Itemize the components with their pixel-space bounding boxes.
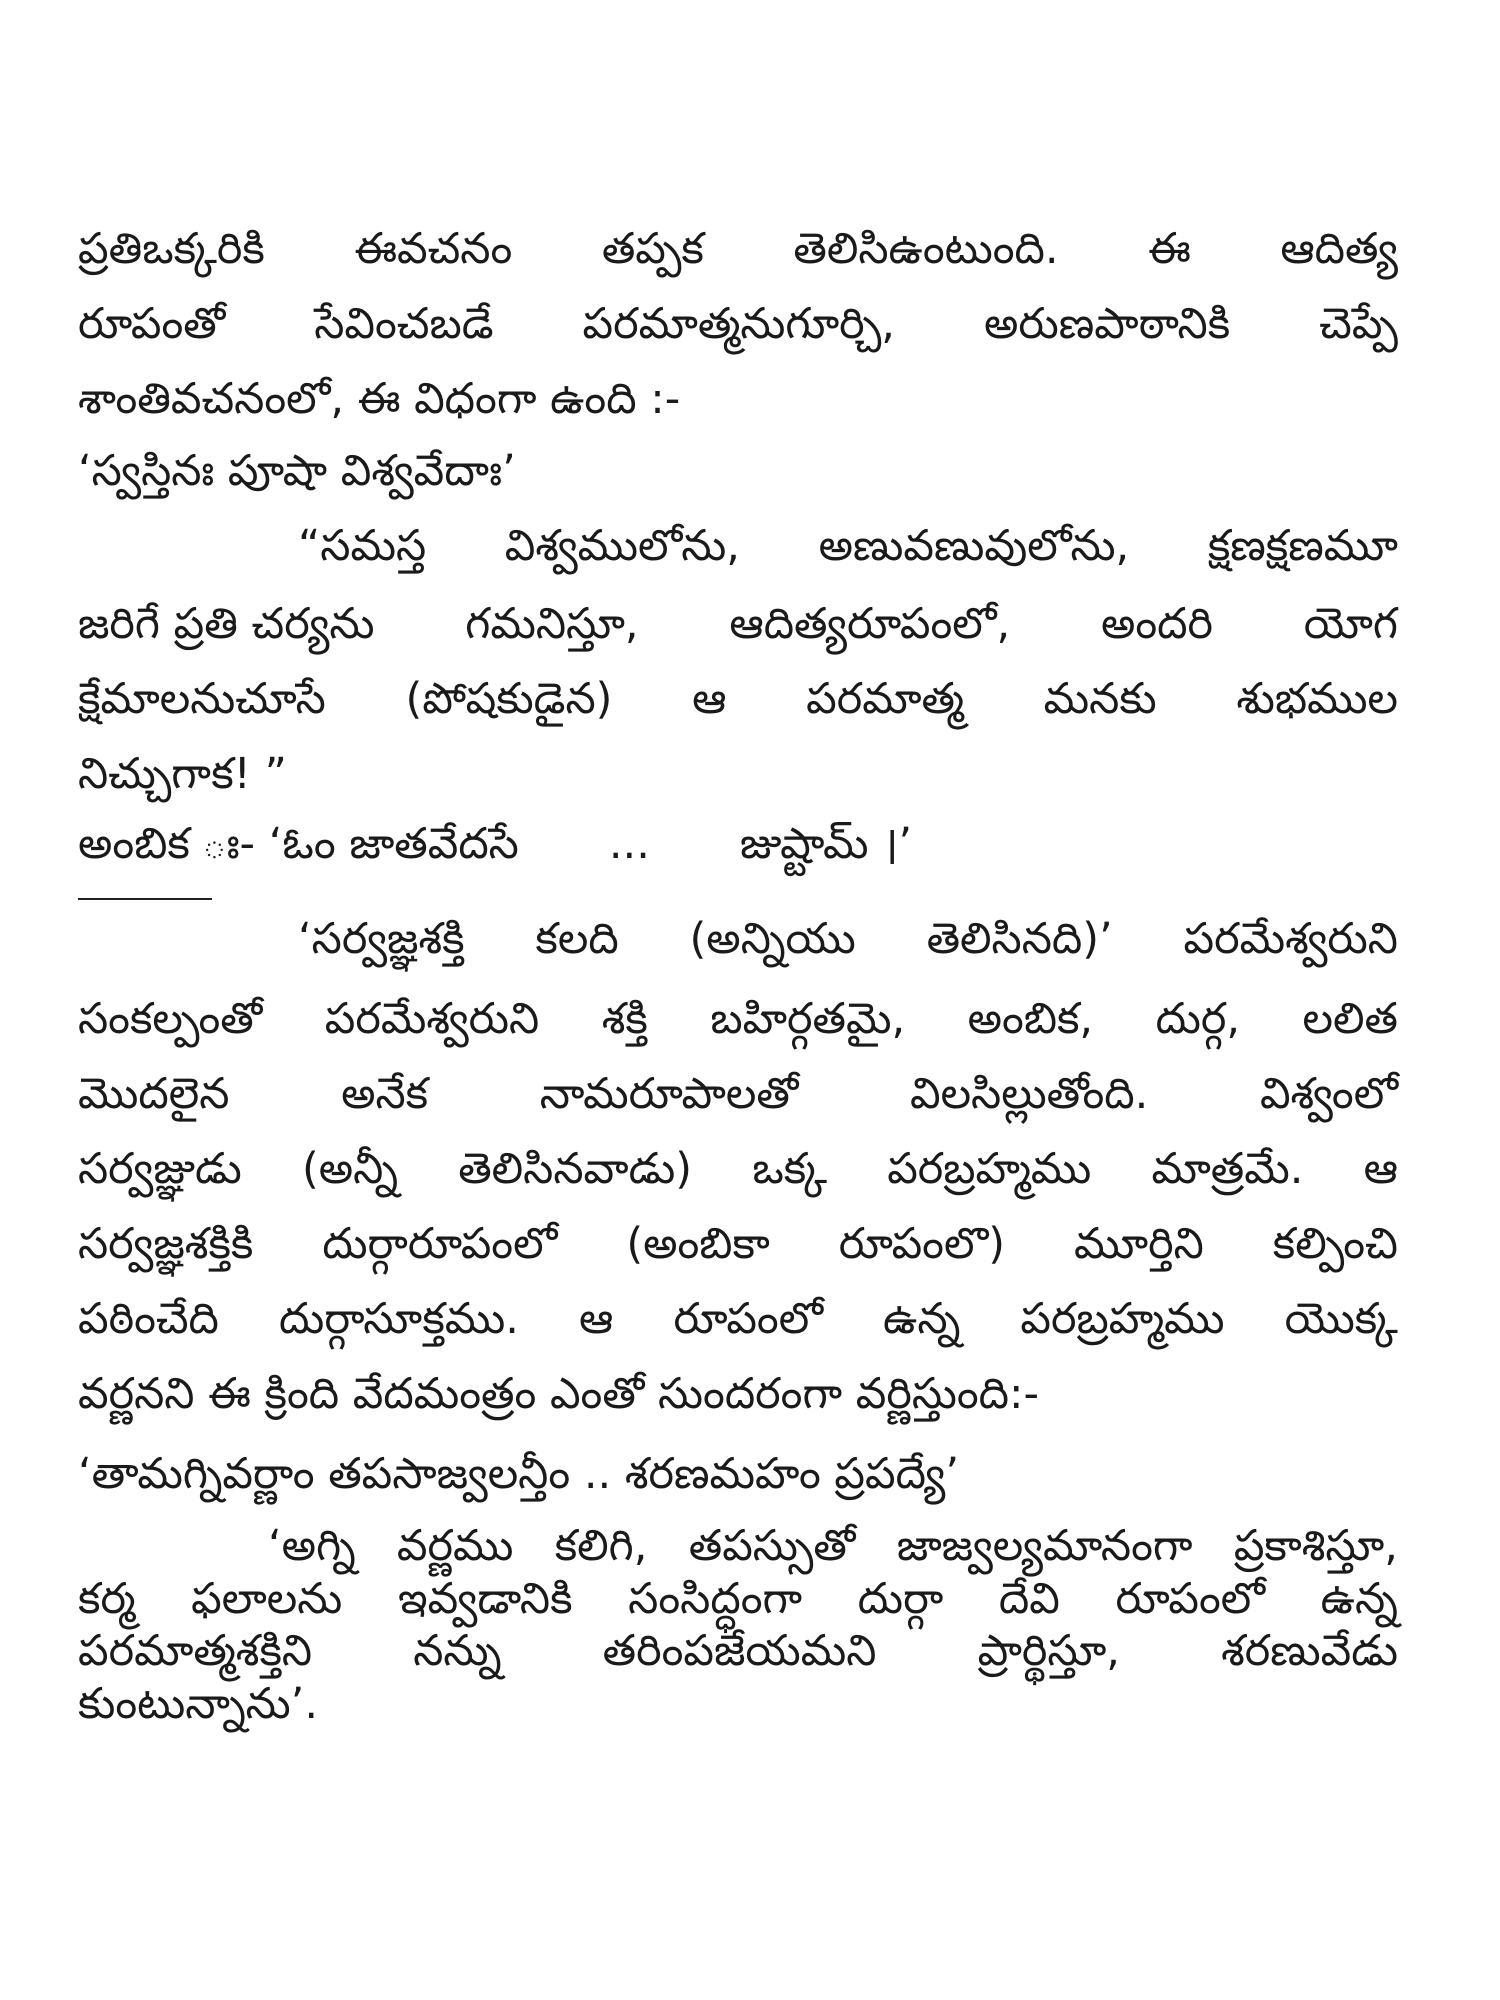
paragraph3-line: వర్ణనని ఈ క్రింది వేదమంత్రం ఎంతో సుందరంగా వర్ణిస్తుంది:- [78,1369,1040,1419]
word: ఆ [692,674,727,724]
word: పరమేశ్వరుని [1183,914,1398,964]
paragraph2-line [78,674,1398,724]
paragraph2-line: నిచ్చుగాక! ” [78,749,287,799]
word: గమనిస్తూ, [465,599,639,649]
ambika-quote-start: ‘ఓం జాతవేదసే [255,819,519,869]
word: నన్ను [413,1626,502,1676]
paragraph3-line [78,1144,1398,1194]
word: ఆ [1363,1144,1398,1194]
word: అరుణపాఠానికి [983,299,1231,349]
paragraph3-line [78,994,1398,1044]
word: ‘సర్వజ్ఞశక్తి [298,914,465,964]
paragraph3-line [298,914,1398,964]
word: అందరి [1100,599,1214,649]
word: దుర్గాసూక్తము. [279,1294,519,1344]
paragraph4-line [78,1574,1398,1624]
ambika-ellipsis: ... [608,819,650,869]
word: తెలిసినది)’ [926,914,1113,964]
word: రూపంలో [1115,1574,1266,1624]
word: బహిర్గతమై, [710,994,906,1044]
paragraph3-line [78,1069,1398,1119]
word: జరిగే ప్రతి చర్యను [78,599,375,649]
word: సర్వజ్ఞశక్తికి [78,1219,254,1269]
word: నామరూపాలతో [539,1069,799,1119]
word: కలిగి, [554,1521,648,1571]
word: పరమాత్మ [806,674,964,724]
ambika-quote-end: జుష్టామ్ ।’ [739,819,913,869]
paragraph1-line: శాంతివచనంలో, ఈ విధంగా ఉంది :- [78,374,681,424]
word: (అంబికా [626,1219,770,1269]
word: శక్తి [601,994,648,1044]
paragraph1-line [78,299,1398,349]
word: విశ్వంలో [1259,1069,1398,1119]
word: సేవించబడే [314,299,494,349]
word: దుర్గా [857,1574,944,1624]
word: మాత్రమే. [1151,1144,1304,1194]
word: అణువణువులోను, [818,521,1130,571]
word: కర్మ [78,1574,136,1624]
word: ఇవ్వడానికి [397,1574,573,1624]
paragraph4-line [268,1521,1398,1571]
word: తపస్సుతో [688,1521,856,1571]
word: ఫలాలను [191,1574,343,1624]
word: (అన్నియు [689,914,856,964]
word: విలసిల్లుతోంది. [910,1069,1149,1119]
word: తరింపజేయమని [602,1626,877,1676]
word: ‘అగ్ని [268,1521,356,1571]
word: దుర్గారూపంలో [322,1219,558,1269]
word: మూర్తిని [1073,1219,1204,1269]
word: తెలిసిఉంటుంది. [793,224,1059,274]
word: లలిత [1302,994,1398,1044]
word: పరమాత్మనుగూర్చి, [582,299,895,349]
word: తెలిసినవాడు) [458,1144,693,1194]
word: విశ్వములోను, [504,521,740,571]
word: దేవి [998,1574,1060,1624]
word: ఉన్న [1320,1574,1398,1624]
word: ఆదిత్య [1280,224,1398,274]
paragraph3-line [78,1294,1398,1344]
word: కల్పించి [1272,1219,1398,1269]
word: తప్పక [601,224,704,274]
paragraph2-line [298,521,1398,571]
quote-svasti: ‘స్వస్తినః పూషా విశ్వవేదాః’ [78,446,516,496]
word: పఠించేది [78,1294,219,1344]
ambika-line [78,819,913,869]
word: మొదలైన [78,1069,230,1119]
paragraph1-line [78,224,1398,274]
ambika-label: అంబిక ః- [78,819,256,869]
word: ఈవచనం [354,224,513,274]
word: ఒక్క [752,1144,827,1194]
word: పరమేశ్వరుని [324,994,540,1044]
quote-taamagni: ‘తామగ్నివర్ణాం తపసాజ్వలన్తీం .. శరణమహం ప్రపద్యే’ [78,1449,959,1499]
word: యొక్క [1284,1294,1398,1344]
word: (అన్నీ [301,1144,398,1194]
paragraph4-line: కుంటున్నాను’. [78,1679,319,1729]
word: చెప్పే [1319,299,1398,349]
word: ఆదిత్యరూపంలో, [729,599,1011,649]
paragraph4-line [78,1626,1398,1676]
word: ఆ [579,1294,614,1344]
word: క్షేమాలనుచూసే [78,674,326,724]
word: యోగ [1303,599,1398,649]
word: పరబ్రహ్మము [1020,1294,1225,1344]
paragraph2-line [78,599,1398,649]
word: శరణువేడు [1221,1626,1398,1676]
word: మనకు [1043,674,1157,724]
word: రూపంలో [673,1294,823,1344]
word: అంబిక, [967,994,1094,1044]
word: కలది [535,914,619,964]
underline-rule [78,898,212,900]
word: సంకల్పంతో [78,994,263,1044]
word: పరమాత్మశక్తిని [78,1626,313,1676]
word: ప్రార్థిస్తూ, [977,1626,1120,1676]
paragraph3-line [78,1219,1398,1269]
word: రూపంతో [78,299,226,349]
word: (పోషకుడైన) [405,674,613,724]
word: పరబ్రహ్మము [887,1144,1092,1194]
word: జాజ్వల్యమానంగా [896,1521,1193,1571]
word: సంసిద్ధంగా [628,1574,803,1624]
word: క్షణక్షణమూ [1207,521,1398,571]
word: రూపంలొ) [838,1219,1005,1269]
word: సర్వజ్ఞుడు [78,1144,242,1194]
word: అనేక [341,1069,429,1119]
word: “సమస్త [298,521,427,571]
word: ఉన్న [883,1294,961,1344]
word: ప్రకాశిస్తూ, [1233,1521,1398,1571]
word: ఈ [1148,224,1191,274]
word: దుర్గ, [1155,994,1240,1044]
word: శుభముల [1236,674,1398,724]
word: వర్ణము [396,1521,514,1571]
word: ప్రతిఒక్కరికి [78,224,265,274]
